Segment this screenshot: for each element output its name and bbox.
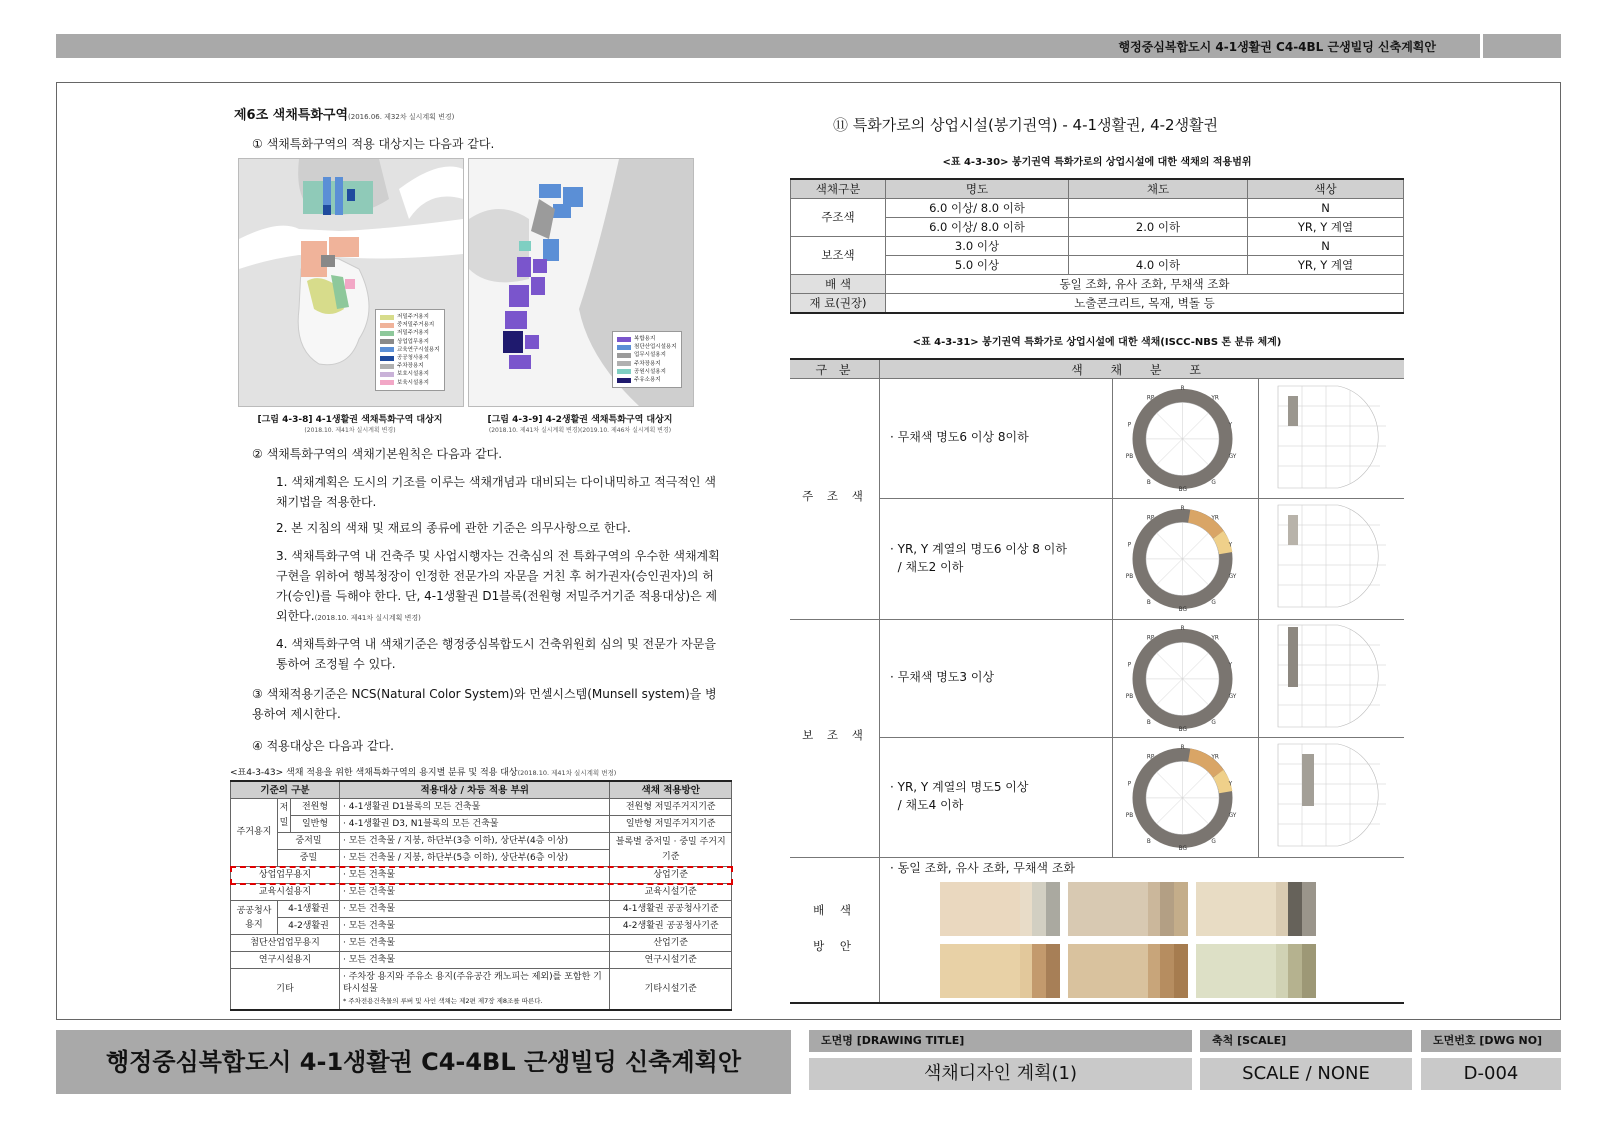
rule-1: 1. 색채계획은 도시의 기조를 이루는 색채개념과 대비되는 다이내믹하고 적극적인 색채기법을 적용한다. [276,475,716,509]
drawing-title: 색채디자인 계획(1) [809,1058,1192,1090]
tone-chart-2 [1268,503,1388,609]
svg-text:P: P [1127,422,1132,429]
th-target: 적용대상 / 차등 적용 부위 [340,781,610,799]
dwg-no: D-004 [1421,1058,1561,1090]
rule-3: 3. 색채특화구역 내 건축주 및 사업시행자는 건축심의 전 특화구역의 우수한 색채계획 구현을 위하여 행복청장이 인정한 전문가의 자문을 거친 후 허가권자(승인권자)의 허가(승인)를 득해야 한다. 단, 4-1생활권 D1블록(전원형 저밀주거기준 적용대상)은 제외한다.(2018.10. 제41차 실시계획 변경) [276,549,720,623]
hue-wheel-2 [1120,502,1245,612]
palette-swatch [1032,882,1046,936]
sub-color-label: 보 조 색 [802,728,868,742]
zoning-table: 기준의 구분 적용대상 / 차등 적용 부위 색채 적용방안 주거용지 저밀 전원형 · 4-1생활권 D1블록의 모든 건축물 전원형 저밀주거지기준 일반형 · 4-1생활권 D3, N1블록의 모든 건축물 일반형 저밀주거지기준 중저밀 · 모든 건축물 / 지붕, 하단부(3층 이하), 상단부(4층 이상) 블록별 중저밀 · 중밀 주거지기준 중밀 · 모든 건축물 / 지붕, 하단부(5층 이하), 상단부(6층 이상) 상업업무용지 · 모든 건축물 상업기준 교육시설용지 · 모든 건축물 교육시설기준 공공청사용지 4-1생활권 · 모든 건축물 4-1생활권 공공청사기준 4-2생활권 · 모든 건축물 4-2생활권 공공청사기준 첨단산업업무용지 · 모든 건축물 산업기준 연구시설용지 · 모든 건축물 연구시설기준 기타 · 주차장 용지와 주유소 용지(주유공간 캐노피는 제외)를 포함한 기타시설물 * 주차전용건축물의 루버 및 사인 색채는 제2편 제7장 제8조를 따른다. 기타시설기준 [230,780,732,1011]
palette-swatch [1148,944,1160,998]
svg-text:Y: Y [1228,422,1233,429]
palette-swatch [1302,882,1316,936]
article-title [234,104,454,123]
svg-text:R: R [1180,625,1185,632]
figure-2-caption: [그림 4-3-9] 4-2생활권 색채특화구역 대상지 (2018.10. 제41차 실시계획 변경)(2019.10. 제46차 실시계획 변경) [487,415,673,434]
svg-text:RP: RP [1146,754,1155,761]
palette-swatch [1032,944,1046,998]
arrangement-label-2: 방 안 [813,939,857,953]
cell-low: 저밀 [278,799,291,833]
palette-swatch [1160,944,1174,998]
svg-text:PB: PB [1125,574,1134,581]
left-table-caption: <표4-3-43> 색채 적용을 위한 색채특화구역의 용지별 분류 및 적용 대상(2018.10. 제41차 실시계획 변경) [230,768,617,778]
svg-text:YR: YR [1211,754,1219,761]
palette-swatch [1068,944,1148,998]
svg-text:YR: YR [1211,395,1219,402]
top-title: 행정중심복합도시 4-1생활권 C4-4BL 근생빌딩 신축계획안 [1118,40,1436,54]
palette-swatch [1288,944,1302,998]
title-block [56,1030,1561,1094]
svg-text:B: B [1146,839,1151,846]
scale-label: 축척 [SCALE] [1200,1030,1412,1052]
svg-text:G: G [1211,839,1216,846]
palette-swatch [1020,882,1032,936]
svg-text:RP: RP [1146,515,1155,522]
palette-swatch [1302,944,1316,998]
tone-table-header: 구 분 색 채 분 포 [790,360,1404,379]
palette-swatch [1068,882,1148,936]
palette-swatch [1288,882,1302,936]
th-criteria: 기준의 구분 [231,781,340,799]
svg-text:GY: GY [1228,574,1237,581]
tone-chart-4 [1268,742,1388,848]
hue-wheel-1 [1120,382,1245,492]
palette-swatch [1276,882,1288,936]
top-title-bar [56,34,1561,58]
palette-swatch [1046,882,1060,936]
rule-2: 2. 본 지침의 색채 및 재료의 종류에 관한 기준은 의무사항으로 한다. [276,521,631,535]
figure-1-caption: [그림 4-3-8] 4-1생활권 색채특화구역 대상지 (2018.10. 제41차 실시계획 변경) [257,415,443,434]
svg-text:BG: BG [1178,845,1187,851]
dwg-no-label: 도면번호 [DWG NO] [1421,1030,1561,1052]
svg-text:RP: RP [1146,395,1155,402]
svg-text:G: G [1211,720,1216,727]
palette-swatch [1196,882,1276,936]
svg-text:Y: Y [1228,542,1233,549]
svg-text:R: R [1180,505,1185,512]
svg-text:GY: GY [1228,454,1237,461]
svg-text:RP: RP [1146,635,1155,642]
item-1: ① 색채특화구역의 적용 대상지는 다음과 같다. [252,137,495,151]
svg-text:BG: BG [1178,726,1187,732]
svg-text:G: G [1211,480,1216,487]
tone-chart-1 [1268,384,1388,490]
map-4-2 [468,158,694,407]
rule-4: 4. 색채특화구역 내 색채기준은 행정중심복합도시 건축위원회 심의 및 전문가 자문을 통하여 조정될 수 있다. [276,637,716,671]
svg-text:P: P [1127,662,1132,669]
palette-swatch [1046,944,1060,998]
desc-main-1: · 무채색 명도6 이상 8이하 [890,430,1029,444]
palette-swatch [940,882,1020,936]
tone-table [790,358,1404,1004]
th-plan: 색채 적용방안 [610,781,732,799]
desc-arrangement: · 동일 조화, 유사 조화, 무채색 조화 [890,861,1076,875]
svg-text:Y: Y [1228,781,1233,788]
palette-swatch [1020,944,1032,998]
svg-text:B: B [1146,600,1151,607]
commercial-row: 상업업무용지 · 모든 건축물 상업기준 [231,867,732,884]
map-4-1 [238,158,464,407]
right-heading: ⑪ 특화가로의 상업시설(봉기권역) - 4-1생활권, 4-2생활권 [833,116,1219,134]
map-4-2-legend: 복합용지 첨단산업시설용지 업무시설용지 주차장용지 공원시설용지 주유소용지 [612,331,682,388]
svg-text:YR: YR [1211,515,1219,522]
desc-sub-2: · YR, Y 계열의 명도5 이상 / 채도4 이하 [890,780,1029,812]
hue-wheel-3 [1120,622,1245,732]
svg-text:BG: BG [1178,606,1187,612]
svg-text:P: P [1127,781,1132,788]
scale-value: SCALE / NONE [1200,1058,1412,1090]
palette-swatch [1276,944,1288,998]
desc-sub-1: · 무채색 명도3 이상 [890,670,995,684]
svg-text:B: B [1146,720,1151,727]
color-range-table: 색채구분 명도 채도 색상 주조색 6.0 이상/ 8.0 이하 N 6.0 이상/ 8.0 이하 2.0 이하 YR, Y 계열 보조색 3.0 이상 N 5.0 이상 4.0 이하 YR, Y 계열 배 색 동일 조화, 유사 조화, 무채색 조화 재 료(권장) 노출콘크리트, 목재, 벽돌 등 [790,178,1404,314]
map-4-1-legend: 저밀주거용지 중저밀주거용지 저밀주거용지 상업업무용지 교육연구시설용지 공공청사용지 주차장용지 보호시설용지 보육시설용지 [375,309,445,391]
svg-text:PB: PB [1125,694,1134,701]
palette-swatch [1196,944,1276,998]
svg-text:PB: PB [1125,813,1134,820]
desc-main-2: · YR, Y 계열의 명도6 이상 8 이하 / 채도2 이하 [890,542,1067,574]
drawing-title-label: 도면명 [DRAWING TITLE] [809,1030,1192,1052]
svg-text:R: R [1180,744,1185,751]
svg-text:B: B [1146,480,1151,487]
item-2: ② 색채특화구역의 색채기본원칙은 다음과 같다. [252,447,503,461]
palette-swatch [1160,882,1174,936]
svg-text:Y: Y [1228,662,1233,669]
item-4: ④ 적용대상은 다음과 같다. [252,739,394,753]
table2-caption: <표 4-3-31> 봉기권역 특화가로 상업시설에 대한 색채(ISCC-NBS 톤 분류 체계) [912,337,1282,348]
svg-text:BG: BG [1178,486,1187,492]
table1-caption: <표 4-3-30> 봉기권역 특화가로의 상업시설에 대한 색채의 적용범위 [942,157,1252,168]
svg-text:YR: YR [1211,635,1219,642]
hue-wheel-4 [1120,741,1245,851]
svg-text:GY: GY [1228,813,1237,820]
main-color-label: 주 조 색 [802,489,868,503]
tone-chart-3 [1268,623,1388,729]
article-title-text: 제6조 색채특화구역 [234,108,349,123]
top-bar-endcap [1480,34,1561,58]
project-title: 행정중심복합도시 4-1생활권 C4-4BL 근생빌딩 신축계획안 [56,1030,791,1094]
arrangement-label-1: 배 색 [813,903,857,917]
svg-text:PB: PB [1125,454,1134,461]
item-3: ③ 색채적용기준은 NCS(Natural Color System)와 먼셀시스템(Munsell system)을 병용하여 제시한다. [252,687,717,721]
svg-text:R: R [1180,385,1185,392]
palette-swatch [940,944,1020,998]
svg-text:P: P [1127,542,1132,549]
cell-residential: 주거용지 [231,799,278,867]
svg-text:GY: GY [1228,694,1237,701]
svg-text:G: G [1211,600,1216,607]
palette-swatch [1174,944,1188,998]
article-note: (2016.06. 제32차 실시계획 변경) [348,113,455,121]
palette-swatches [940,878,1320,998]
palette-swatch [1174,882,1188,936]
palette-swatch [1148,882,1160,936]
